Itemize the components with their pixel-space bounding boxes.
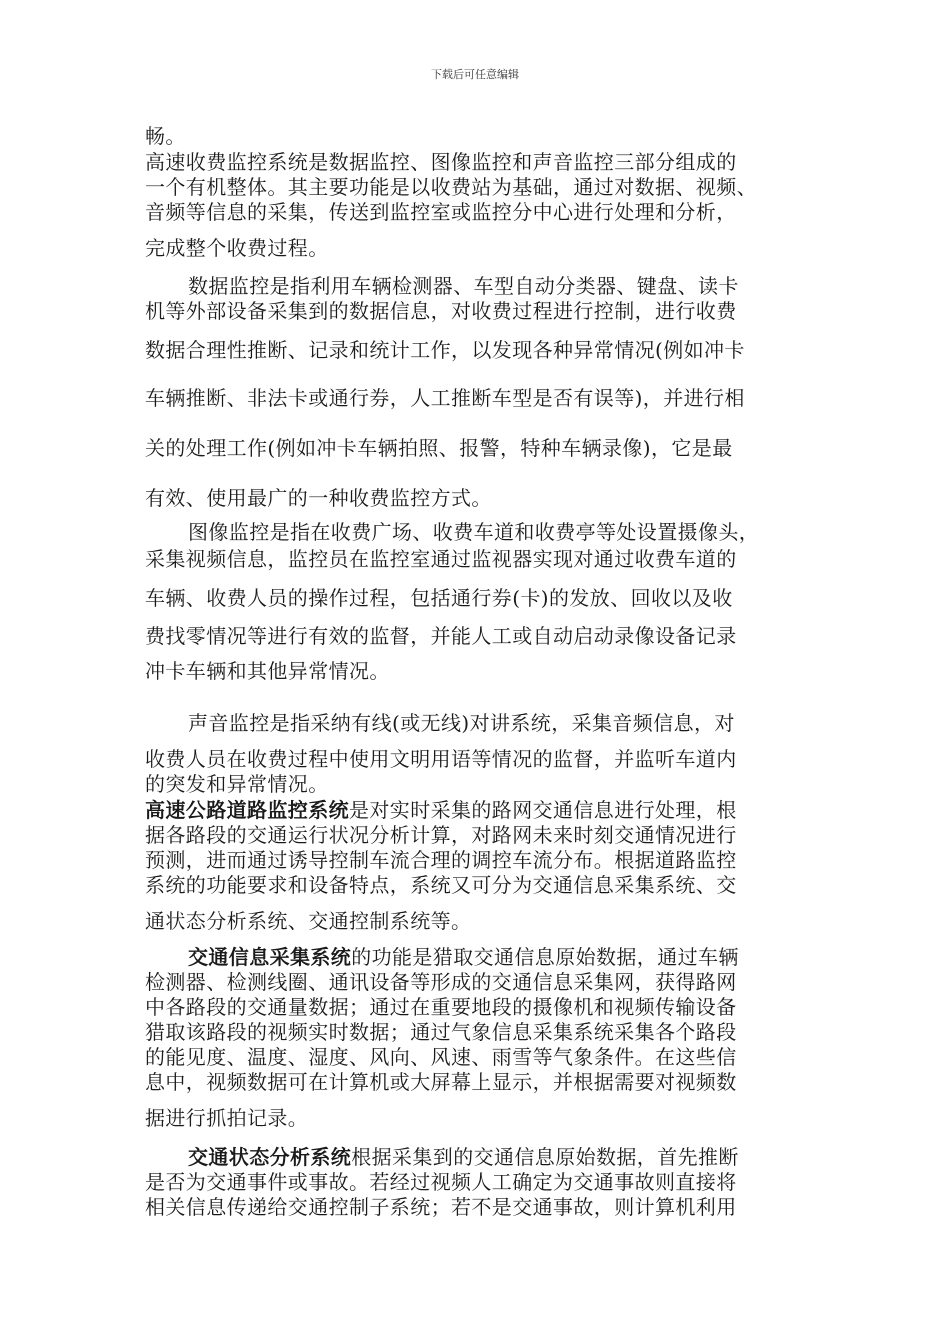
text-line: 声音监控是指采纳有线(或无线)对讲系统，采集音频信息，对	[188, 711, 735, 735]
section-heading: 交通状态分析系统	[188, 1145, 352, 1169]
page-header: 下载后可任意编辑	[431, 68, 519, 81]
text-line: 中各路段的交通量数据；通过在重要地段的摄像机和视频传输设备	[145, 995, 737, 1019]
text-line	[188, 1145, 739, 1169]
text-line: 音频等信息的采集，传送到监控室或监控分中心进行处理和分析，	[145, 200, 737, 224]
text-line	[145, 798, 737, 822]
text-line: 机等外部设备采集到的数据信息，对收费过程进行控制，进行收费	[145, 299, 737, 323]
text-line: 检测器、检测线圈、通讯设备等形成的交通信息采集网，获得路网	[145, 970, 737, 994]
text-line: 猎取该路段的视频实时数据；通过气象信息采集系统采集各个路段	[145, 1020, 737, 1044]
text-span: 根据采集到的交通信息原始数据，首先推断	[351, 1145, 739, 1169]
text-line: 据进行抓拍记录。	[145, 1106, 309, 1130]
text-line: 的突发和异常情况。	[145, 772, 329, 796]
text-line: 据各路段的交通运行状况分析计算，对路网未来时刻交通情况进行	[145, 823, 737, 847]
text-line: 完成整个收费过程。	[145, 236, 329, 260]
text-line: 冲卡车辆和其他异常情况。	[145, 659, 390, 683]
section-heading: 高速公路道路监控系统	[145, 798, 349, 822]
text-line: 相关信息传递给交通控制子系统；若不是交通事故，则计算机利用	[145, 1195, 737, 1219]
text-line: 数据监控是指利用车辆检测器、车型自动分类器、键盘、读卡	[188, 274, 739, 298]
text-span: 的功能是猎取交通信息原始数据，通过车辆	[351, 945, 739, 969]
text-line: 系统的功能要求和设备特点，系统又可分为交通信息采集系统、交	[145, 873, 737, 897]
text-line: 预测，进而通过诱导控制车流合理的调控车流分布。根据道路监控	[145, 848, 737, 872]
text-line: 息中，视频数据可在计算机或大屏幕上显示，并根据需要对视频数	[145, 1070, 737, 1094]
text-line: 关的处理工作(例如冲卡车辆拍照、报警，特种车辆录像)，它是最	[145, 436, 733, 460]
text-line: 一个有机整体。其主要功能是以收费站为基础，通过对数据、视频、	[145, 175, 757, 199]
text-line: 高速收费监控系统是数据监控、图像监控和声音监控三部分组成的	[145, 150, 737, 174]
text-line: 图像监控是指在收费广场、收费车道和收费亭等处设置摄像头，	[188, 520, 760, 544]
text-line: 有效、使用最广的一种收费监控方式。	[145, 486, 492, 510]
text-line: 畅。	[145, 124, 186, 148]
text-line: 是否为交通事件或事故。若经过视频人工确定为交通事故则直接将	[145, 1170, 737, 1194]
text-line: 车辆、收费人员的操作过程，包括通行券(卡)的发放、回收以及收	[145, 586, 733, 610]
text-line: 采集视频信息，监控员在监控室通过监视器实现对通过收费车道的	[145, 547, 737, 571]
text-line: 车辆推断、非法卡或通行券，人工推断车型是否有误等)，并进行相	[145, 386, 745, 410]
text-line: 数据合理性推断、记录和统计工作，以发现各种异常情况(例如冲卡	[145, 338, 745, 362]
text-line: 费找零情况等进行有效的监督，并能人工或自动启动录像设备记录	[145, 624, 737, 648]
text-line	[188, 945, 739, 969]
text-line: 收费人员在收费过程中使用文明用语等情况的监督，并监听车道内	[145, 747, 737, 771]
text-line: 的能见度、温度、湿度、风向、风速、雨雪等气象条件。在这些信	[145, 1045, 737, 1069]
section-heading: 交通信息采集系统	[188, 945, 352, 969]
text-line: 通状态分析系统、交通控制系统等。	[145, 909, 472, 933]
text-span: 是对实时采集的路网交通信息进行处理，根	[349, 798, 737, 822]
